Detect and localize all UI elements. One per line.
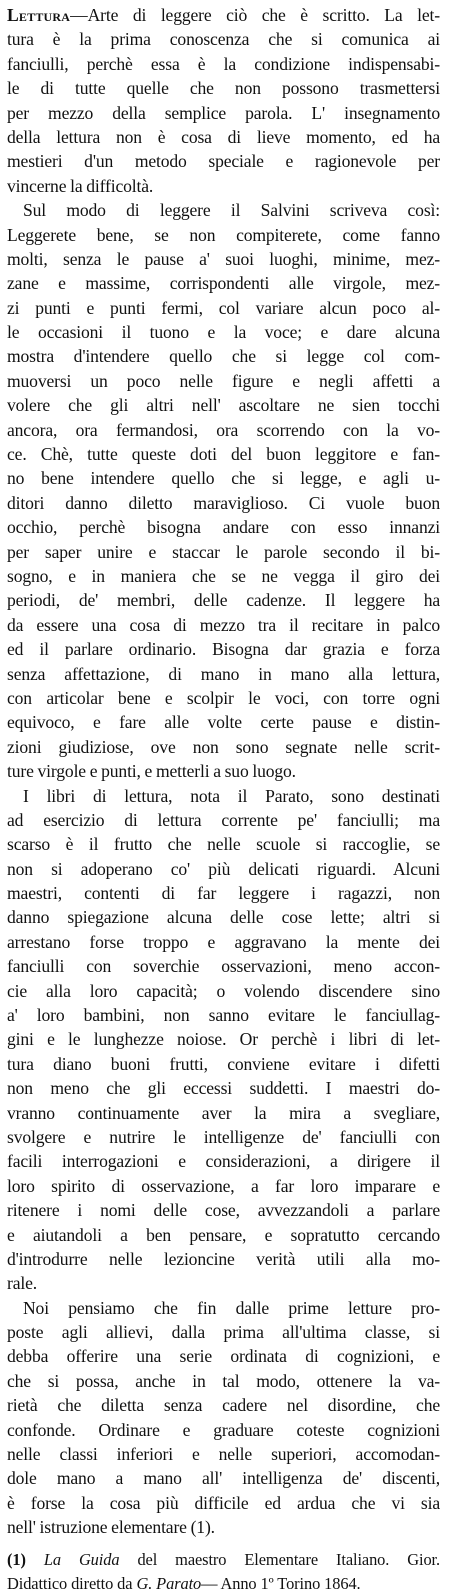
footnote-spacer bbox=[7, 1540, 440, 1548]
text-line: Leggerete bene, se non compiterete, come fanno bbox=[7, 224, 440, 245]
footnote-marker: (1) bbox=[7, 1549, 26, 1569]
text-line: ditori danno diletto maraviglioso. Ci vuole buon bbox=[7, 492, 440, 513]
entry-headword: Lettura bbox=[7, 5, 71, 25]
text-line: equivoco, e fare alle volte certe pause e distin- bbox=[7, 712, 440, 733]
text-line: maestri, contenti di far leggere i ragazzi, non bbox=[7, 883, 440, 904]
text-line: volere che gli altri nell' ascoltare ne sien tocchi bbox=[7, 395, 440, 416]
text-line: senza affettazione, di mano in mano alla lettura, bbox=[7, 663, 440, 684]
text-line: scarso è il frutto che nelle scuole si raccoglie, se bbox=[7, 834, 440, 855]
footnote-text: Didattico diretto da bbox=[7, 1573, 137, 1593]
text-line: non meno che gli eccessi suddetti. I maestri do- bbox=[7, 1078, 440, 1099]
text-line: periodi, de' membri, delle cadenze. Il leggere ha bbox=[7, 590, 440, 611]
text-line: svolgere e nutrire le intelligenze de' fanciulli con bbox=[7, 1126, 440, 1147]
text-line: ritenere i nomi delle cose, avvezzandoli a parlare bbox=[7, 1200, 440, 1221]
text-line: danno spiegazione alcuna delle cose lette; altri si bbox=[7, 907, 440, 928]
text-line: fanciulli con soverchie osservazioni, meno accon- bbox=[7, 956, 440, 977]
text-line: vranno continuamente aver la mira a svegliare, bbox=[7, 1102, 440, 1123]
text-line: zioni giudiziose, ove non sono segnate nelle scrit- bbox=[7, 736, 440, 757]
text-line: Sul modo di leggere il Salvini scriveva così: bbox=[23, 200, 440, 221]
text-line: le di tutte quelle che non possono trasmettersi bbox=[7, 78, 440, 99]
text-line: loro spirito di osservazione, a far loro imparare e bbox=[7, 1175, 440, 1196]
text-line: a' loro bambini, non sanno evitare le fanciullag- bbox=[7, 1005, 440, 1026]
text-line: rietà che diletta senza cadere nel disordine, che bbox=[7, 1395, 440, 1416]
text-line: fanciulli, perchè essa è la condizione indispensabi- bbox=[7, 53, 440, 74]
text-line: ancora, ora fermandosi, ora scorrendo con la vo- bbox=[7, 419, 440, 440]
text-line: ce. Chè, tutte queste doti del buon leggitore e fan- bbox=[7, 444, 440, 465]
text-line: ed il parlare ordinario. Bisogna dar grazia e forza bbox=[7, 639, 440, 660]
text-line: poste agli allievi, dalla prima all'ultima classe, si bbox=[7, 1322, 440, 1343]
text-line: facili interrogazioni e considerazioni, a dirigere il bbox=[7, 1151, 440, 1172]
text-line: mestieri d'un metodo speciale e ragionevole per bbox=[7, 151, 440, 172]
text-line: no bene intendere quello che si legge, e agli u- bbox=[7, 468, 440, 489]
text-line: e aiutandoli a ben pensare, e sopratutto cercando bbox=[7, 1224, 440, 1245]
text-line: —Arte di leggere ciò che è scritto. La let- bbox=[70, 5, 440, 25]
text-line: mostra d'intendere quello che si legge col com- bbox=[7, 346, 440, 367]
text-line: gini e le lunghezze noiose. Or perchè i libri di let- bbox=[7, 1029, 440, 1050]
entry-paragraph-4 bbox=[7, 1296, 440, 1540]
footnote-text: — Anno 1º Torino 1864. bbox=[201, 1573, 361, 1593]
text-line: ad esercizio di lettura corrente pe' fanciulli; ma bbox=[7, 809, 440, 830]
text-line: che si possa, anche in tal modo, ottenere la va- bbox=[7, 1370, 440, 1391]
footnote bbox=[7, 1548, 440, 1596]
text-line: cie alla loro capacità; o volendo discendere sino bbox=[7, 980, 440, 1001]
text-line: nelle classi inferiori e nelle superiori, accomodan- bbox=[7, 1444, 440, 1465]
text-line: vincerne la difficoltà. bbox=[7, 175, 154, 196]
entry-paragraph-2 bbox=[7, 198, 440, 783]
footnote-source-title: La Guida bbox=[43, 1549, 120, 1569]
text-line: zane e massime, corrispondenti alle virgole, mez- bbox=[7, 273, 440, 294]
text-line: da essere una cosa di mezzo tra il recitare in palco bbox=[7, 614, 440, 635]
text-line: debba offerire una serie ordinata di cognizioni, e bbox=[7, 1346, 440, 1367]
text-line: non si adoperano co' più delicati riguardi. Alcuni bbox=[7, 858, 440, 879]
footnote-text: del maestro Elementare Italiano. Gior. bbox=[119, 1549, 441, 1569]
text-line: per saper unire e staccar le parole secondo il bi- bbox=[7, 541, 440, 562]
text-line: Noi pensiamo che fin dalle prime letture pro- bbox=[23, 1297, 440, 1318]
text-line: della lettura non è cosa di lieve momento, ed ha bbox=[7, 126, 440, 147]
footnote-editor: G. Parato bbox=[136, 1573, 202, 1593]
text-line: le occasioni il tuono e la voce; e dare alcuna bbox=[7, 322, 440, 343]
text-line: per mezzo della semplice parola. L' insegnamento bbox=[7, 102, 440, 123]
text-line: muoversi un poco nelle figure e negli affetti a bbox=[7, 370, 440, 391]
text-line: zi punti e punti fermi, col variare alcun poco al- bbox=[7, 297, 440, 318]
text-line: con articolar bene e scolpir le voci, con torre ogni bbox=[7, 687, 440, 708]
text-line: tura diano buoni frutti, conviene evitare i difetti bbox=[7, 1053, 440, 1074]
text-line: confonde. Ordinare e graduare coteste cognizioni bbox=[7, 1419, 440, 1440]
text-line: ture virgole e punti, e metterli a suo luogo. bbox=[7, 761, 296, 782]
text-line: rale. bbox=[7, 1273, 38, 1294]
text-line: arrestano forse troppo e aggravano la mente dei bbox=[7, 931, 440, 952]
entry-paragraph-3 bbox=[7, 784, 440, 1296]
text-line: sogno, e in maniera che se ne vegga il giro dei bbox=[7, 565, 440, 586]
text-line: d'introdurre nelle lezioncine verità utili alla mo- bbox=[7, 1248, 440, 1269]
text-line: nell' istruzione elementare (1). bbox=[7, 1517, 215, 1538]
text-line: occhio, perchè bisogna andare con esso innanzi bbox=[7, 517, 440, 538]
text-line: tura è la prima conoscenza che si comunica ai bbox=[7, 29, 440, 50]
text-line: è forse la cosa più difficile ed ardua che vi sia bbox=[7, 1492, 440, 1513]
text-line: I libri di lettura, nota il Parato, sono destinati bbox=[23, 785, 440, 806]
text-line: molti, senza le pause a' suoi luoghi, minime, mez- bbox=[7, 248, 440, 269]
entry-paragraph-1 bbox=[7, 3, 440, 198]
text-line: dole mano a mano all' intelligenza de' discenti, bbox=[7, 1468, 440, 1489]
